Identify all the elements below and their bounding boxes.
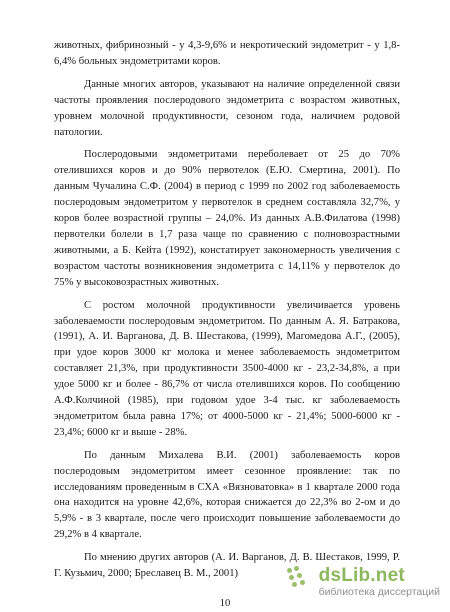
document-body xyxy=(54,38,400,589)
watermark-brand: dsLib.net xyxy=(318,565,405,586)
paragraph-6: По мнению других авторов (А. И. Варганов, Д. В. Шестаков, 1999, Р. Г. Кузьмич, 2000; Бреславец В. М., 2001) xyxy=(54,552,400,580)
paragraph-4: С ростом молочной продуктивности увеличивается уровень заболеваемости послеродовым эндометритом. По данным А. Я. Батракова, (1991), А. И. Варганова, Д. В. Шестакова, (1999), Магомедова А.Г., (2005), при удое коров 3000 кг молока и менее заболеваемость эндометритом составляет 21,3%, при продуктивности 3500-4000 кг - 23,2-34,8%, а при удое 5000 кг и более - 86,7% от числа отелившихся коров. По сообщению А.Ф.Колчиной (1985), при годовом удое 3-4 тыс. кг заболеваемость эндометритом была равна 17%; от 4000-5000 кг - 21,4%; 5000-6000 кг - 23,4%; 6000 кг и выше - 28%. xyxy=(54,299,400,438)
page-number: 10 xyxy=(219,598,231,609)
watermark-subtitle: библиотека диссертаций xyxy=(318,586,440,598)
paragraph-2: Данные многих авторов, указывают на наличие определенной связи частоты проявления послеродового эндометрита с возрастом животных, уровнем молочной продуктивности, сезоном года, наличием родовой патологии. xyxy=(54,78,400,138)
dslib-logo-icon xyxy=(287,566,315,594)
paragraph-1: животных, фибринозный - у 4,3-9,6% и некротический эндометрит - у 1,8-6,4% больных эндометритами коров. xyxy=(54,40,400,67)
watermark xyxy=(287,566,440,598)
paragraph-3: Послеродовыми эндометритами переболевает от 25 до 70% отелившихся коров и до 90% первотелок (Е.Ю. Смертина, 2001). По данным Чучалина С.Ф. (2004) в период с 1999 по 2002 год заболеваемость послеродовым эндометритом у первотелок в среднем составляла 32,7%, у коров более возрастной группы – 24,0%. Из данных А.В.Филатова (1998) первотелки болели в 1,7 раза чаще по сравнению с полновозрастными животными, а Б. Кейта (1992), констатирует закономерность увеличения с возрастом частоты возникновения эндометрита с 14,11% у первотелок до 75% у высоковозрастных животных. xyxy=(54,149,400,288)
paragraph-5: По данным Михалева В.И. (2001) заболеваемость коров послеродовым эндометритом имеет сезонное проявление: так по исследованиям проведенным в СХА «Вязноватовка» в 1 квартале 2000 года она находится на уровне 42,6%, которая снижается до 22,3% во 2-ом и до 5,9% - в 3 квартале, после чего происходит повышение заболеваемости до 29,2% в 4 квартале. xyxy=(54,449,400,541)
